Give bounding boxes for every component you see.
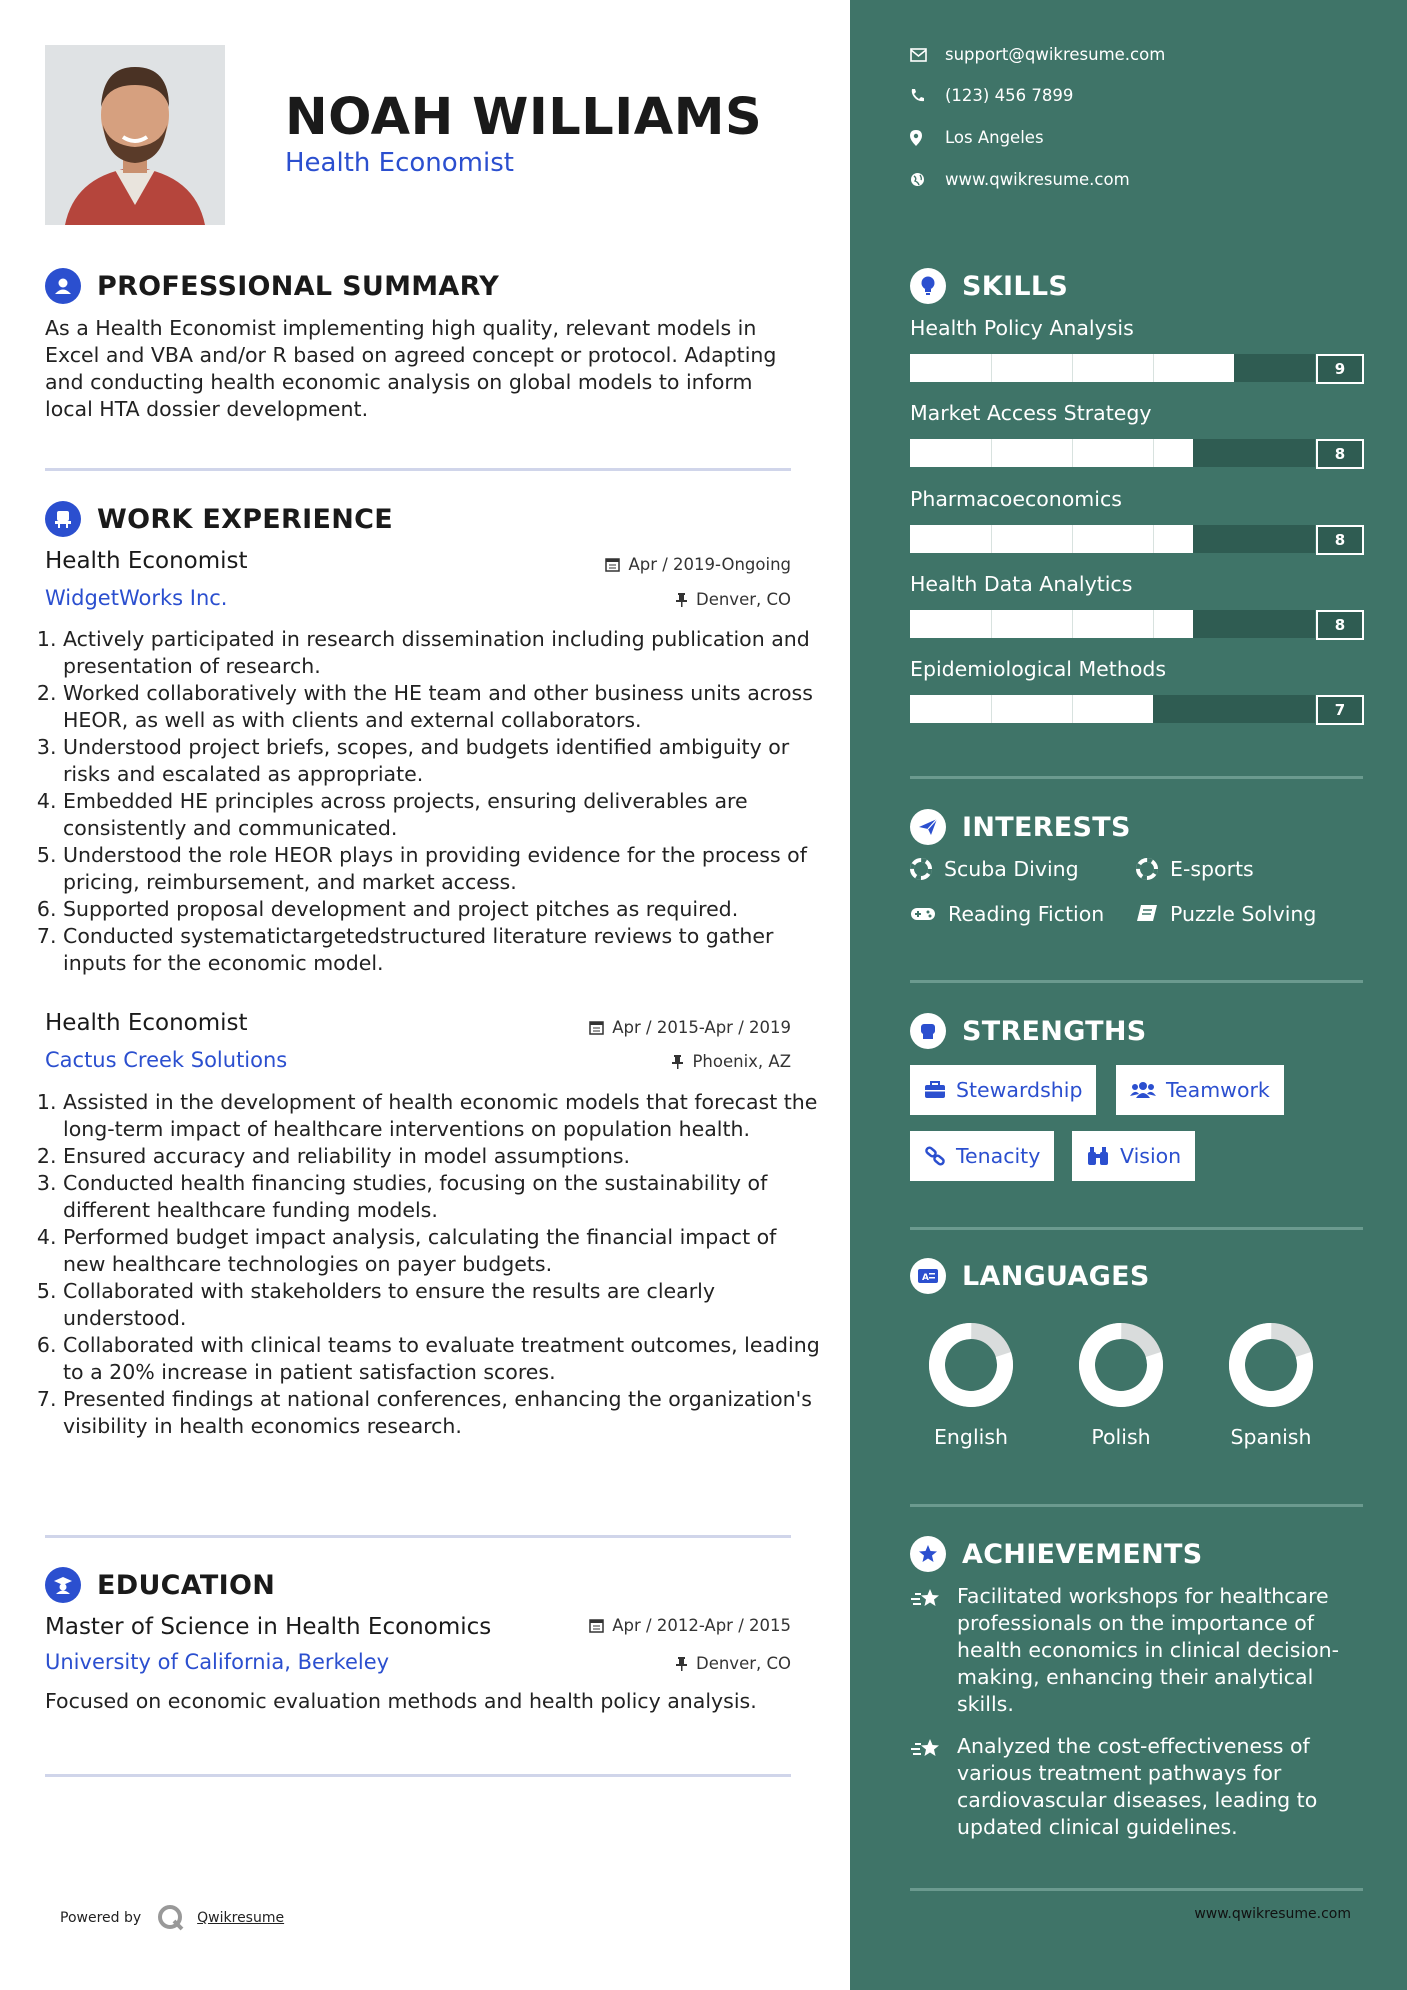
candidate-role: Health Economist: [285, 148, 514, 178]
education-description: Focused on economic evaluation methods and health policy analysis.: [45, 1689, 757, 1713]
profile-photo: [45, 45, 225, 225]
skill-bar: [910, 610, 1315, 638]
language-name: Polish: [1091, 1425, 1151, 1449]
paper-plane-icon: [910, 809, 946, 845]
list-item: 4. Embedded HE principles across projects, ensuring deliverables are consistently and communicated.: [63, 788, 823, 842]
degree-title: Master of Science in Health Economics: [45, 1614, 492, 1640]
list-item: 6. Collaborated with clinical teams to evaluate treatment outcomes, leading to a 20% increase in patient satisfaction scores.: [63, 1332, 823, 1386]
skill-score: 9: [1316, 354, 1364, 384]
summary-text: As a Health Economist implementing high quality, relevant models in Excel and VBA and/or R based on agreed concept or protocol. Adapting and conducting health economic analysis on global models to inform local HTA dossier development.: [45, 316, 777, 421]
contact-website[interactable]: www.qwikresume.com: [910, 170, 1130, 189]
education-dates: Apr / 2012-Apr / 2015: [589, 1616, 791, 1635]
life-ring-icon: [1136, 858, 1158, 880]
shooting-star-icon: [910, 1737, 942, 1761]
skill-name: Epidemiological Methods: [910, 657, 1167, 681]
strength-chip: Vision: [1072, 1131, 1195, 1181]
globe-icon: [910, 172, 925, 187]
skill-fill: [910, 439, 1193, 467]
list-item: 6. Supported proposal development and project pitches as required.: [63, 896, 823, 923]
pin-icon: [671, 1054, 684, 1069]
list-item: 2. Ensured accuracy and reliability in model assumptions.: [63, 1143, 823, 1170]
list-item: 1. Assisted in the development of health economic models that forecast the long-term impact of healthcare interventions on population health.: [63, 1089, 823, 1143]
list-item: 5. Understood the role HEOR plays in providing evidence for the process of pricing, reimbursement, and market access.: [63, 842, 823, 896]
skill-segment: [991, 439, 992, 467]
job-dates: Apr / 2019-Ongoing: [605, 555, 791, 574]
footer-website[interactable]: www.qwikresume.com: [1194, 1906, 1351, 1922]
interest-item: Scuba Diving: [910, 857, 1079, 881]
skill-name: Health Policy Analysis: [910, 316, 1134, 340]
briefcase-icon: [924, 1081, 946, 1099]
phone-icon: [910, 88, 925, 103]
strength-chip: Tenacity: [910, 1131, 1054, 1181]
map-pin-icon: [910, 130, 922, 146]
skill-segment: [1153, 610, 1154, 638]
skills-title: SKILLS: [962, 270, 1069, 302]
job-title: Health Economist: [45, 1010, 248, 1036]
experience-title: WORK EXPERIENCE: [97, 503, 393, 535]
summary-heading: [45, 268, 499, 304]
skill-fill: [910, 525, 1193, 553]
section-divider: [45, 1535, 791, 1538]
book-icon: [1136, 904, 1158, 924]
skill-segment: [1072, 525, 1073, 553]
list-item: 7. Presented findings at national conferences, enhancing the organization's visibility in health economics research.: [63, 1386, 823, 1440]
language-ring-fill: [928, 1322, 1014, 1408]
pin-icon: [675, 1656, 688, 1671]
list-item: 7. Conducted systematictargetedstructured literature reviews to gather inputs for the economic model.: [63, 923, 823, 977]
experience-heading: [45, 501, 393, 537]
language-name: English: [933, 1425, 1009, 1449]
powered-by: Powered by Qwikresume: [60, 1904, 284, 1932]
skill-segment: [1153, 354, 1154, 382]
skill-segment: [991, 525, 992, 553]
section-divider: [45, 468, 791, 471]
skill-bar: [910, 439, 1315, 467]
list-item: 4. Performed budget impact analysis, calculating the financial impact of new healthcare technologies on payer budgets.: [63, 1224, 823, 1278]
skill-segment: [1072, 610, 1073, 638]
users-icon: [1130, 1081, 1156, 1099]
interest-item: Puzzle Solving: [1136, 902, 1316, 926]
strengths-heading: [910, 1013, 1147, 1049]
svg-text:A: A: [922, 1273, 930, 1283]
skill-score: 7: [1316, 695, 1364, 725]
qwikresume-logo-icon: [157, 1904, 185, 1932]
calendar-icon: [605, 557, 620, 572]
language-ring: [1077, 1321, 1165, 1409]
list-item: 1. Actively participated in research dissemination including publication and presentation of research.: [63, 626, 823, 680]
list-item: 3. Conducted health financing studies, focusing on the sustainability of different healthcare funding models.: [63, 1170, 823, 1224]
school-name: University of California, Berkeley: [45, 1650, 390, 1674]
pin-icon: [675, 592, 688, 607]
list-item: 5. Collaborated with stakeholders to ensure the results are clearly understood.: [63, 1278, 823, 1332]
languages-heading: [910, 1258, 1150, 1294]
achievement-item: Facilitated workshops for healthcare professionals on the importance of health economics in clinical decision-making, enhancing their analytical skills.: [910, 1583, 1360, 1718]
skill-segment: [1072, 354, 1073, 382]
strengths-title: STRENGTHS: [962, 1015, 1147, 1047]
lightbulb-icon: [910, 268, 946, 304]
language-icon: [910, 1258, 946, 1294]
link-icon: [924, 1146, 946, 1166]
skill-segment: [1153, 439, 1154, 467]
interest-item: Reading Fiction: [910, 902, 1104, 926]
summary-title: PROFESSIONAL SUMMARY: [97, 270, 500, 302]
qwikresume-link[interactable]: Qwikresume: [197, 1910, 285, 1926]
interests-heading: [910, 809, 1131, 845]
job-title: Health Economist: [45, 548, 248, 574]
contact-email[interactable]: support@qwikresume.com: [910, 45, 1165, 64]
skill-fill: [910, 610, 1193, 638]
calendar-icon: [589, 1020, 604, 1035]
skill-fill: [910, 695, 1153, 723]
section-divider: [910, 1888, 1363, 1891]
envelope-icon: [910, 48, 927, 62]
job-bullets: [45, 626, 823, 977]
languages-title: LANGUAGES: [962, 1260, 1150, 1292]
language-ring: [927, 1321, 1015, 1409]
chair-icon: [45, 501, 81, 537]
education-title: EDUCATION: [97, 1569, 276, 1601]
skill-name: Market Access Strategy: [910, 401, 1152, 425]
skill-bar: [910, 525, 1315, 553]
section-divider: [910, 980, 1363, 983]
language-ring: [1227, 1321, 1315, 1409]
skill-segment: [1072, 439, 1073, 467]
fist-icon: [910, 1013, 946, 1049]
interests-title: INTERESTS: [962, 811, 1131, 843]
contact-phone[interactable]: (123) 456 7899: [910, 86, 1073, 105]
skill-score: 8: [1316, 610, 1364, 640]
skill-segment: [1072, 695, 1073, 723]
life-ring-icon: [910, 858, 932, 880]
language-ring-fill: [1078, 1322, 1164, 1408]
section-divider: [910, 1504, 1363, 1507]
skill-segment: [991, 610, 992, 638]
section-divider: [45, 1774, 791, 1777]
job-dates: Apr / 2015-Apr / 2019: [589, 1018, 791, 1037]
strength-chip: Teamwork: [1116, 1065, 1284, 1115]
list-item: 2. Worked collaboratively with the HE team and other business units across HEOR, as well as with clients and external collaborators.: [63, 680, 823, 734]
skill-score: 8: [1316, 439, 1364, 469]
company-name: Cactus Creek Solutions: [45, 1048, 288, 1072]
education-heading: [45, 1567, 275, 1603]
skill-segment: [991, 695, 992, 723]
company-name: WidgetWorks Inc.: [45, 586, 228, 610]
binoculars-icon: [1086, 1146, 1110, 1166]
contact-location: Los Angeles: [910, 128, 1044, 147]
skill-segment: [991, 354, 992, 382]
strength-chip: Stewardship: [910, 1065, 1096, 1115]
skill-segment: [1153, 525, 1154, 553]
job-location: Denver, CO: [675, 590, 791, 609]
skill-bar: [910, 695, 1315, 723]
skill-score: 8: [1316, 525, 1364, 555]
job-location: Phoenix, AZ: [671, 1052, 791, 1071]
section-divider: [910, 776, 1363, 779]
education-location: Denver, CO: [675, 1654, 791, 1673]
user-icon: [45, 268, 81, 304]
section-divider: [910, 1227, 1363, 1230]
star-badge-icon: [910, 1536, 946, 1572]
shooting-star-icon: [910, 1587, 942, 1611]
achievements-heading: [910, 1536, 1203, 1572]
skill-name: Pharmacoeconomics: [910, 487, 1122, 511]
interest-item: E-sports: [1136, 857, 1254, 881]
list-item: 3. Understood project briefs, scopes, and budgets identified ambiguity or risks and escalated as appropriate.: [63, 734, 823, 788]
language-ring-fill: [1228, 1322, 1314, 1408]
skills-heading: [910, 268, 1068, 304]
candidate-name: NOAH WILLIAMS: [285, 88, 763, 147]
skill-bar: [910, 354, 1315, 382]
gamepad-icon: [910, 906, 936, 922]
job-bullets: [45, 1089, 823, 1440]
achievements-title: ACHIEVEMENTS: [962, 1538, 1203, 1570]
graduate-icon: [45, 1567, 81, 1603]
calendar-icon: [589, 1618, 604, 1633]
language-name: Spanish: [1230, 1425, 1312, 1449]
achievement-item: Analyzed the cost-effectiveness of various treatment pathways for cardiovascular diseases, leading to updated clinical guidelines.: [910, 1733, 1360, 1841]
skill-name: Health Data Analytics: [910, 572, 1133, 596]
